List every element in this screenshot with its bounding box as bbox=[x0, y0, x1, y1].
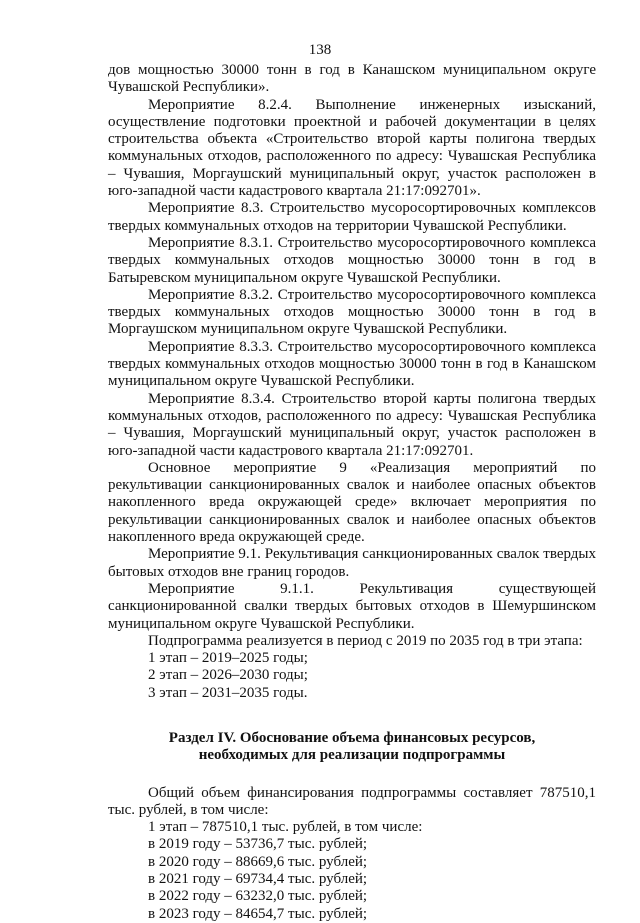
section-heading-line: необходимых для реализации подпрограммы bbox=[198, 747, 506, 764]
funding-item: в 2023 году – 84654,7 тыс. рублей; bbox=[148, 905, 368, 922]
paragraph-measure-9-1-1: Мероприятие 9.1.1. Рекультивация существующей санкционированной свалки твердых бытовых отходов в Шемуршинском муниципальном округе Чувашской Республики. bbox=[108, 580, 596, 632]
paragraph-measure-8-3: Мероприятие 8.3. Строительство мусоросортировочных комплексов твердых коммунальных отходов на территории Чувашской Республики. bbox=[108, 200, 596, 234]
paragraph-total-funding: Общий объем финансирования подпрограммы составляет 787510,1 тыс. рублей, в том числе: bbox=[108, 784, 596, 818]
paragraph-measure-8-3-1: Мероприятие 8.3.1. Строительство мусоросортировочного комплекса твердых коммунальных отходов мощностью 30000 тонн в год в Батыревском муниципальном округе Чувашской Республики. bbox=[108, 234, 596, 286]
funding-item: в 2021 году – 69734,4 тыс. рублей; bbox=[148, 871, 368, 888]
page-number: 138 bbox=[308, 42, 332, 58]
paragraph-measure-8-3-2: Мероприятие 8.3.2. Строительство мусоросортировочного комплекса твердых коммунальных отходов мощностью 30000 тонн в год в Моргаушском муниципальном округе Чувашской Республики. bbox=[108, 286, 596, 338]
stage-item: 2 этап – 2026–2030 годы; bbox=[148, 667, 308, 684]
section-heading bbox=[108, 730, 596, 765]
paragraph-measure-8-3-4: Мероприятие 8.3.4. Строительство второй карты полигона твердых коммунальных отходов, расположенного по адресу: Чувашская Республика – Чувашия, Моргаушский муниципальный округ, участок расположен в юго-западной части кадастрового квартала 21:17:092701. bbox=[108, 390, 596, 459]
funding-item: 1 этап – 787510,1 тыс. рублей, в том числе: bbox=[148, 819, 423, 836]
stage-item: 3 этап – 2031–2035 годы. bbox=[148, 684, 308, 701]
funding-item: в 2019 году – 53736,7 тыс. рублей; bbox=[148, 836, 368, 853]
paragraph-stages-intro: Подпрограмма реализуется в период с 2019 по 2035 год в три этапа: bbox=[148, 632, 583, 649]
paragraph-main-measure-9: Основное мероприятие 9 «Реализация мероприятий по рекультивации санкционированных свалок и наиболее опасных объектов накопленного вреда окружающей среде» включает мероприятия по рекультивации санкционированных свалок и наиболее опасных объектов накопленного вреда окружающей среде. bbox=[108, 459, 596, 546]
paragraph-measure-9-1: Мероприятие 9.1. Рекультивация санкционированных свалок твердых бытовых отходов вне границ городов. bbox=[108, 546, 596, 580]
document-body bbox=[108, 62, 596, 923]
funding-item: в 2020 году – 88669,6 тыс. рублей; bbox=[148, 853, 368, 870]
section-heading-line: Раздел IV. Обоснование объема финансовых ресурсов, bbox=[168, 729, 536, 746]
funding-item: в 2022 году – 63232,0 тыс. рублей; bbox=[148, 888, 368, 905]
paragraph-continuation: дов мощностью 30000 тонн в год в Канашском муниципальном округе Чувашской Республики». bbox=[108, 62, 596, 96]
paragraph-measure-8-2-4: Мероприятие 8.2.4. Выполнение инженерных изысканий, осуществление подготовки проектной и рабочей документации в целях строительства объекта «Строительство второй карты полигона твердых коммунальных отходов, расположенного по адресу: Чувашская Республика – Чувашия, Моргаушский муниципальный округ, участок расположен в юго-западной части кадастрового квартала 21:17:092701». bbox=[108, 96, 596, 200]
stage-item: 1 этап – 2019–2025 годы; bbox=[148, 650, 308, 667]
paragraph-measure-8-3-3: Мероприятие 8.3.3. Строительство мусоросортировочного комплекса твердых коммунальных отходов мощностью 30000 тонн в год в Канашском муниципальном округе Чувашской Республики. bbox=[108, 338, 596, 390]
